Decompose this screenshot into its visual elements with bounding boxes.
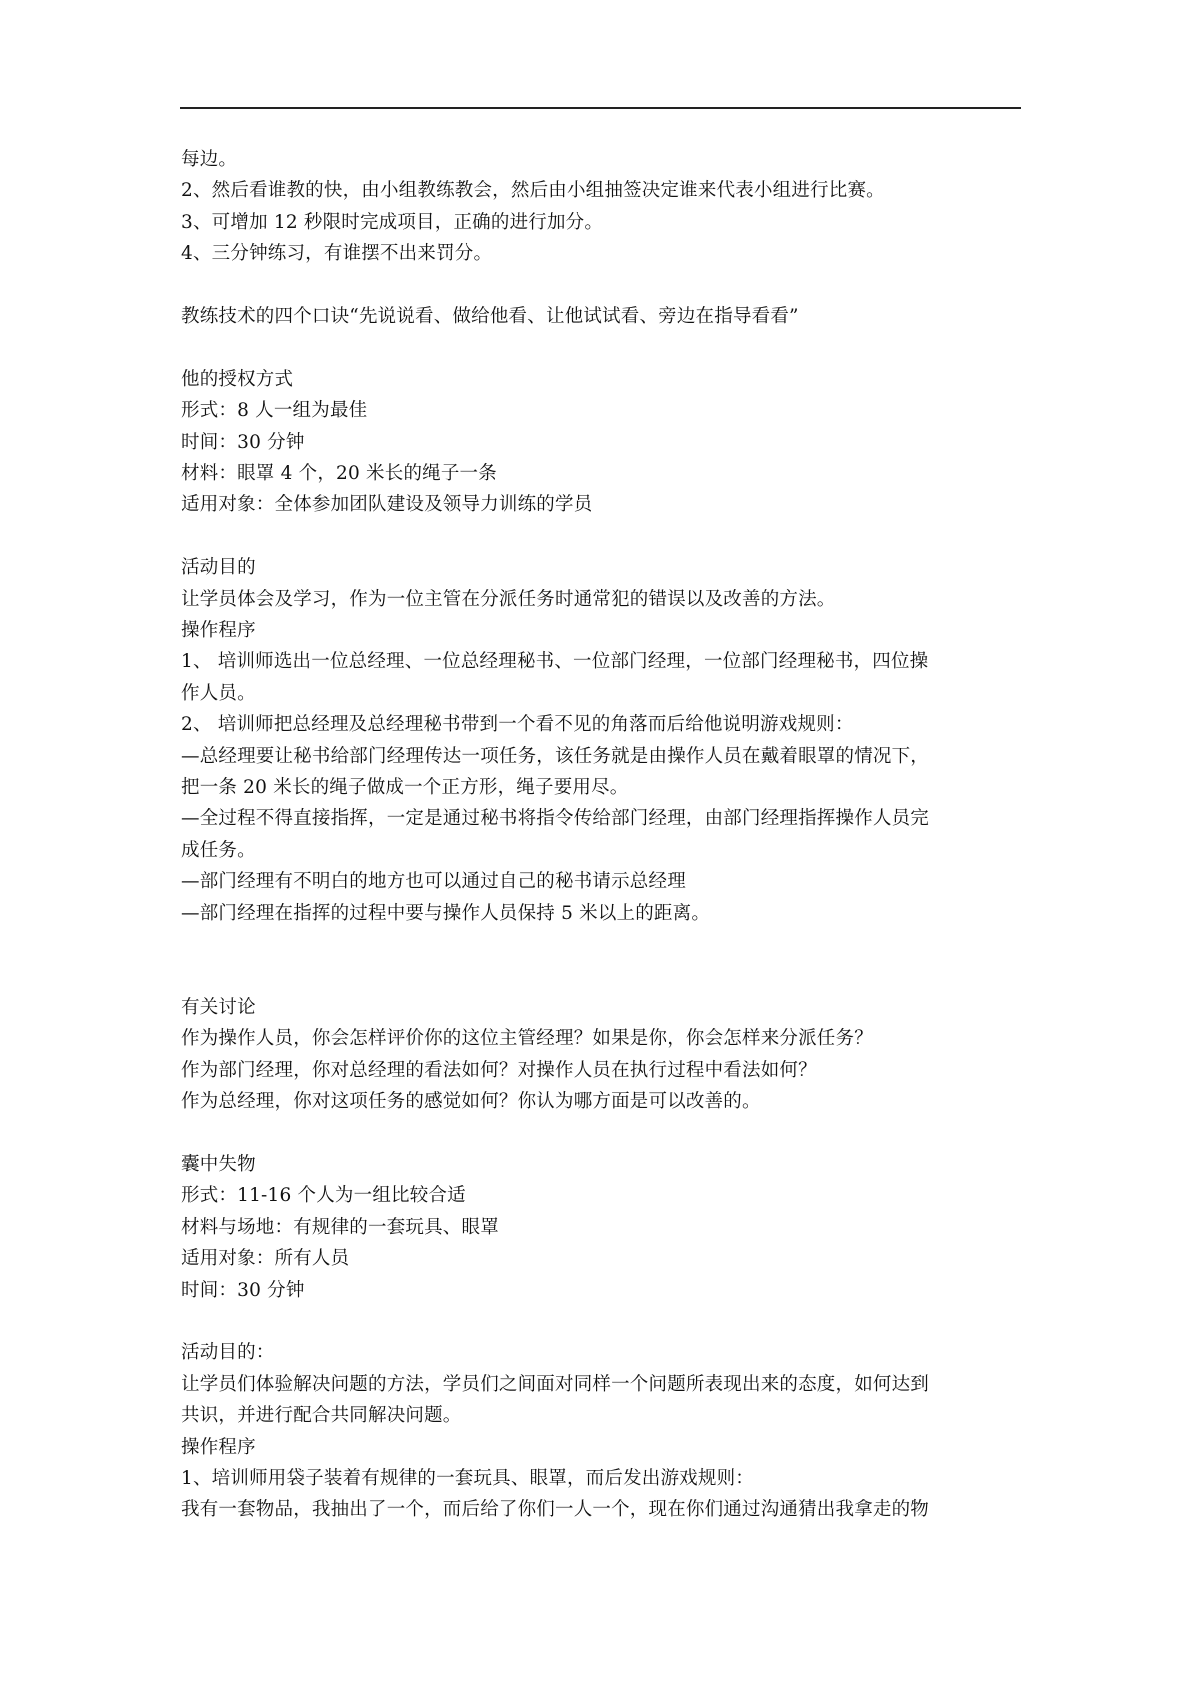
text-line: 操作程序 xyxy=(181,1436,256,1458)
text-line: —部门经理在指挥的过程中要与操作人员保持 5 米以上的距离。 xyxy=(181,902,711,924)
text-line: —全过程不得直接指挥，一定是通过秘书将指令传给部门经理，由部门经理指挥操作人员完 xyxy=(181,808,930,830)
text-line: 共识，并进行配合共同解决问题。 xyxy=(181,1405,462,1427)
text-line: 成任务。 xyxy=(181,839,256,861)
text-line: 适用对象：全体参加团队建设及领导力训练的学员 xyxy=(181,494,593,516)
text-line: 3、可增加 12 秒限时完成项目，正确的进行加分。 xyxy=(181,211,604,233)
text-line: 每边。 xyxy=(181,149,238,170)
text-line: 我有一套物品，我抽出了一个，而后给了你们一人一个，现在你们通过沟通猜出我拿走的物 xyxy=(181,1499,930,1521)
text-line: 材料与场地：有规律的一套玩具、眼罩 xyxy=(181,1216,499,1238)
text-line: 2、 培训师把总经理及总经理秘书带到一个看不见的角落而后给他说明游戏规则： xyxy=(181,714,854,736)
text-line: 作为部门经理，你对总经理的看法如何？对操作人员在执行过程中看法如何？ xyxy=(181,1059,817,1081)
text-line: 4、三分钟练习，有谁摆不出来罚分。 xyxy=(181,243,493,265)
text-line: 有关讨论 xyxy=(181,996,256,1018)
text-line: 材料：眼罩 4 个，20 米长的绳子一条 xyxy=(181,463,497,485)
blank-line xyxy=(181,929,1021,960)
document-body xyxy=(181,144,1021,1526)
text-line: 1、 培训师选出一位总经理、一位总经理秘书、一位部门经理，一位部门经理秘书，四位操 xyxy=(181,651,929,673)
blank-line xyxy=(181,521,1021,552)
text-line: 作为操作人员，你会怎样评价你的这位主管经理？如果是你，你会怎样来分派任务？ xyxy=(181,1028,873,1050)
text-line: 活动目的： xyxy=(181,1342,275,1364)
text-line: 让学员体会及学习，作为一位主管在分派任务时通常犯的错误以及改善的方法。 xyxy=(181,588,836,610)
blank-line xyxy=(181,1306,1021,1337)
text-line: 让学员们体验解决问题的方法，学员们之间面对同样一个问题所表现出来的态度，如何达到 xyxy=(181,1373,930,1395)
text-line: 1、培训师用袋子装着有规律的一套玩具、眼罩，而后发出游戏规则： xyxy=(181,1467,754,1489)
header-rule xyxy=(180,107,1021,109)
text-line: —总经理要让秘书给部门经理传达一项任务，该任务就是由操作人员在戴着眼罩的情况下， xyxy=(181,745,930,767)
text-line: 把一条 20 米长的绳子做成一个正方形，绳子要用尽。 xyxy=(181,777,629,799)
text-line: —部门经理有不明白的地方也可以通过自己的秘书请示总经理 xyxy=(181,871,686,893)
blank-line xyxy=(181,961,1021,992)
text-line: 操作程序 xyxy=(181,620,256,642)
text-line: 2、然后看谁教的快，由小组教练教会，然后由小组抽签决定谁来代表小组进行比赛。 xyxy=(181,180,885,202)
text-line: 时间：30 分钟 xyxy=(181,431,305,453)
text-line: 适用对象：所有人员 xyxy=(181,1248,350,1270)
text-line: 作人员。 xyxy=(181,682,256,704)
text-line: 作为总经理，你对这项任务的感觉如何？你认为哪方面是可以改善的。 xyxy=(181,1091,761,1113)
text-line: 教练技术的四个口诀“先说说看、做给他看、让他试试看、旁边在指导看看” xyxy=(181,306,799,328)
text-line: 形式：8 人一组为最佳 xyxy=(181,400,368,422)
blank-line xyxy=(181,1118,1021,1149)
text-line: 活动目的 xyxy=(181,557,256,579)
text-line: 他的授权方式 xyxy=(181,368,294,390)
text-line: 形式：11-16 个人为一组比较合适 xyxy=(181,1185,466,1207)
text-line: 囊中失物 xyxy=(181,1153,256,1175)
blank-line xyxy=(181,332,1021,363)
text-line: 时间：30 分钟 xyxy=(181,1279,305,1301)
blank-line xyxy=(181,270,1021,301)
